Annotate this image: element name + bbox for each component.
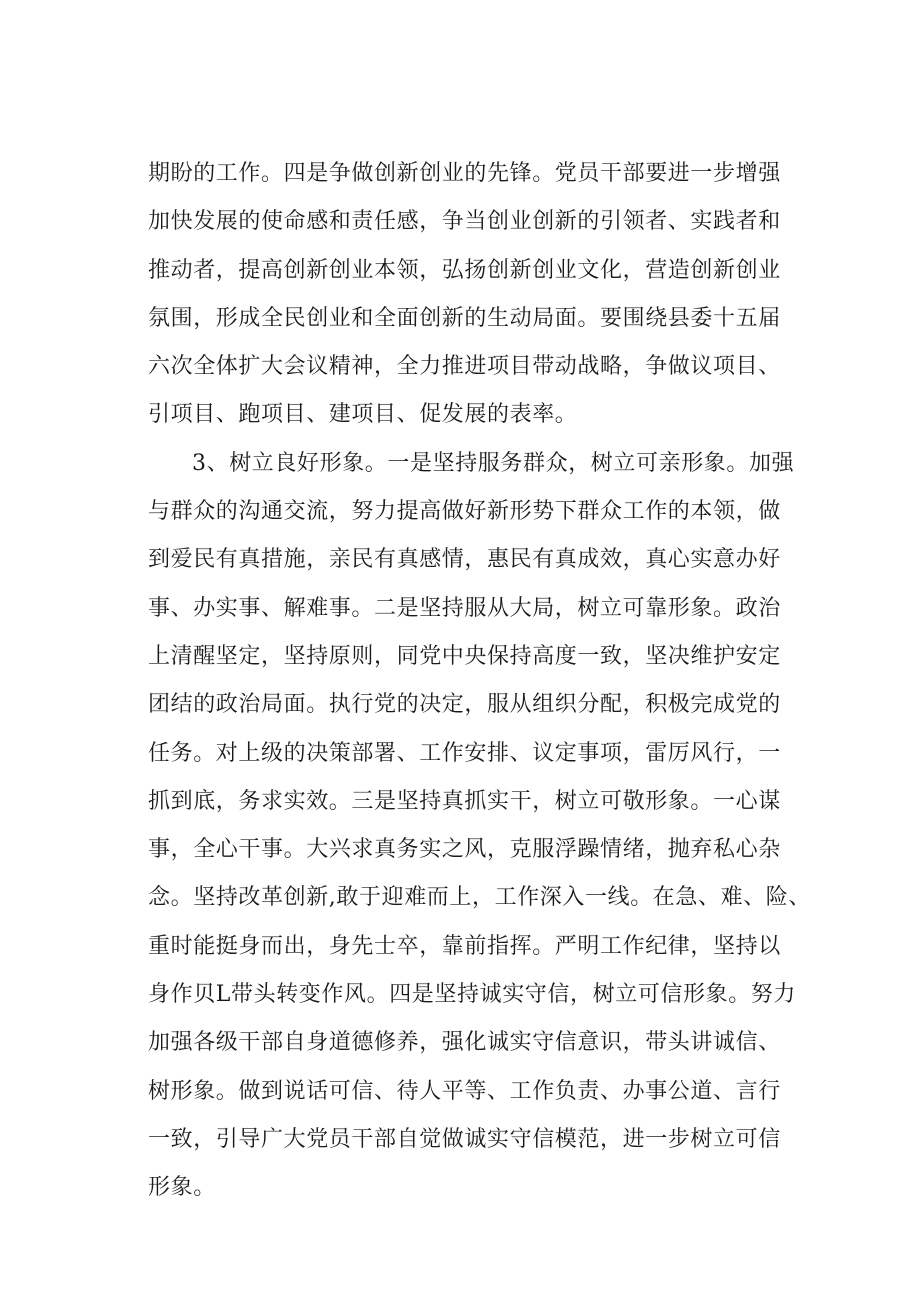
text-line: 事，全心干事。大兴求真务实之风，克服浮躁情绪，抛弃私心杂 — [148, 837, 781, 863]
text-line: 重时能挺身而出，身先士卒，靠前指挥。严明工作纪律，坚持以 — [148, 933, 781, 959]
text-line: 树形象。做到说话可信、待人平等、工作负责、办事公道、言行 — [148, 1078, 781, 1104]
text-line: 与群众的沟通交流，努力提高做好新形势下群众工作的本领，做 — [148, 499, 781, 525]
text-line: 抓到底，务求实效。三是坚持真抓实干，树立可敬形象。一心谋 — [148, 788, 781, 814]
text-line: 氛围，形成全民创业和全面创新的生动局面。要围绕县委十五届 — [148, 305, 781, 331]
text-line: 团结的政治局面。执行党的决定，服从组织分配，积极完成党的 — [148, 692, 781, 718]
text-line: 形象。 — [148, 1175, 216, 1201]
text-line: 期盼的工作。四是争做创新创业的先锋。党员干部要进一步增强 — [148, 161, 781, 186]
text-line: 到爱民有真措施，亲民有真感情，惠民有真成效，真心实意办好 — [148, 547, 781, 573]
text-line: 推动者，提高创新创业本领，弘扬创新创业文化，营造创新创业 — [148, 257, 781, 283]
text-line: 六次全体扩大会议精神，全力推进项目带动战略，争做议项目、 — [148, 354, 781, 380]
text-line: 念。坚持改革创新,敢于迎难而上，工作深入一线。在急、难、险、 — [148, 885, 811, 911]
text-line: 一致，引导广大党员干部自觉做诚实守信模范，进一步树立可信 — [148, 1126, 781, 1152]
text-line: 身作贝L带头转变作风。四是坚持诚实守信，树立可信形象。努力 — [148, 982, 797, 1008]
body-text — [148, 150, 811, 1213]
text-line: 任务。对上级的决策部署、工作安排、议定事项，雷厉风行，一 — [148, 740, 781, 766]
section-heading-line: 3、树立良好形象。一是坚持服务群众，树立可亲形象。加强 — [192, 450, 795, 476]
text-line: 事、办实事、解难事。二是坚持服从大局，树立可靠形象。政治 — [148, 595, 781, 621]
text-line: 加强各级干部自身道德修养，强化诚实守信意识，带头讲诚信、 — [148, 1030, 781, 1056]
text-line: 加快发展的使命感和责任感，争当创业创新的引领者、实践者和 — [148, 209, 781, 235]
text-line: 上清醒坚定，坚持原则，同党中央保持高度一致，坚决维护安定 — [148, 643, 781, 669]
text-line: 引项目、跑项目、建项目、促发展的表率。 — [148, 402, 578, 428]
